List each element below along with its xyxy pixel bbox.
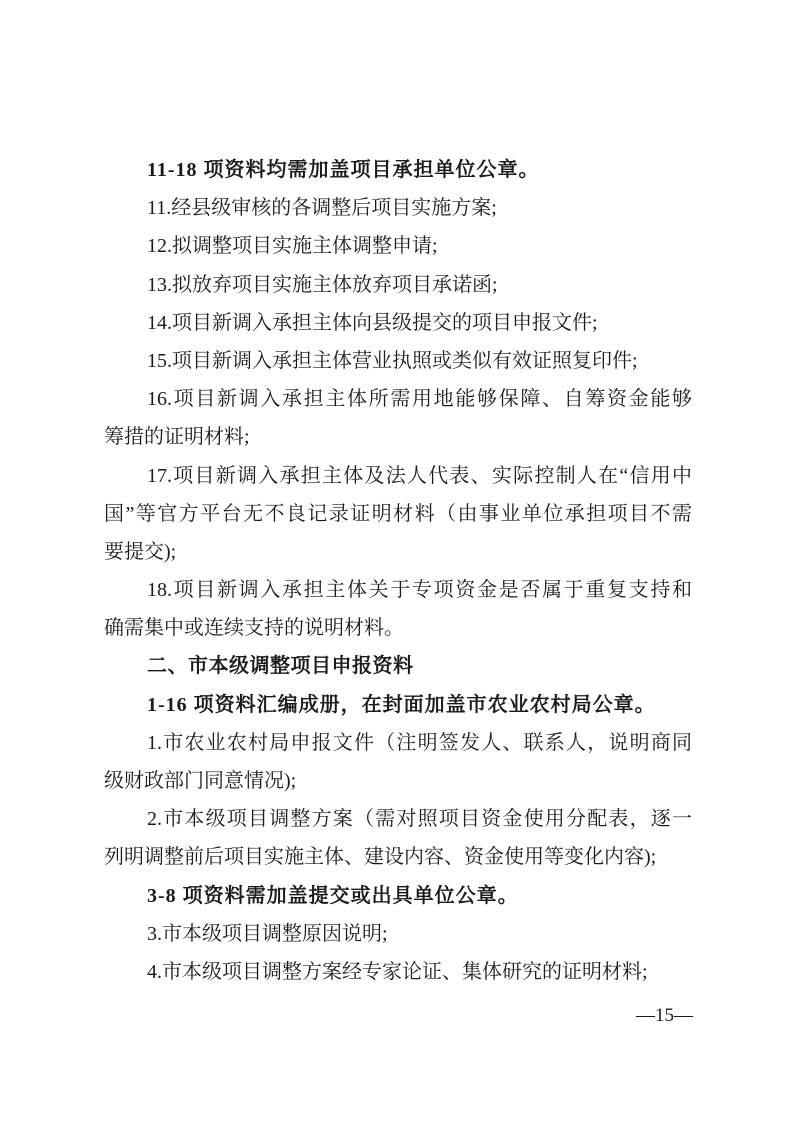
- document-line: 12.拟调整项目实施主体调整申请;: [147, 235, 438, 258]
- page-number: —15—: [636, 1005, 693, 1026]
- document-line: 11-18 项资料均需加盖项目承担单位公章。: [147, 159, 540, 181]
- document-line: 筹措的证明材料;: [104, 426, 250, 449]
- document-line: 16.项目新调入承担主体所需用地能够保障、自筹资金能够: [147, 388, 692, 411]
- document-line: 11.经县级审核的各调整后项目实施方案;: [147, 197, 497, 220]
- document-line: 国”等官方平台无不良记录证明材料（由事业单位承担项目不需: [104, 502, 692, 525]
- document-line: 确需集中或连续支持的说明材料。: [104, 617, 404, 640]
- document-line: 15.项目新调入承担主体营业执照或类似有效证照复印件;: [147, 349, 638, 372]
- document-line: 17.项目新调入承担主体及法人代表、实际控制人在“信用中: [147, 464, 692, 487]
- document-line: 3.市本级项目调整原因说明;: [147, 922, 388, 945]
- document-line: 14.项目新调入承担主体向县级提交的项目申报文件;: [147, 311, 598, 334]
- document-line: 13.拟放弃项目实施主体放弃项目承诺函;: [147, 273, 498, 296]
- document-line: 3-8 项资料需加盖提交或出具单位公章。: [147, 884, 519, 907]
- document-line: 18.项目新调入承担主体关于专项资金是否属于重复支持和: [147, 579, 692, 602]
- document-body: [104, 151, 692, 991]
- document-line: 1-16 项资料汇编成册，在封面加盖市农业农村局公章。: [147, 693, 656, 716]
- document-line: 级财政部门同意情况);: [104, 770, 297, 792]
- document-line: 2.市本级项目调整方案（需对照项目资金使用分配表，逐一: [147, 808, 692, 831]
- document-line: 1.市农业农村局申报文件（注明签发人、联系人，说明商同: [147, 731, 692, 754]
- document-line: 列明调整前后项目实施主体、建设内容、资金使用等变化内容);: [104, 846, 657, 869]
- document-line: 4.市本级项目调整方案经专家论证、集体研究的证明材料;: [147, 960, 648, 983]
- document-line: 二、市本级调整项目申报资料: [147, 655, 414, 678]
- document-line: 要提交);: [104, 540, 177, 563]
